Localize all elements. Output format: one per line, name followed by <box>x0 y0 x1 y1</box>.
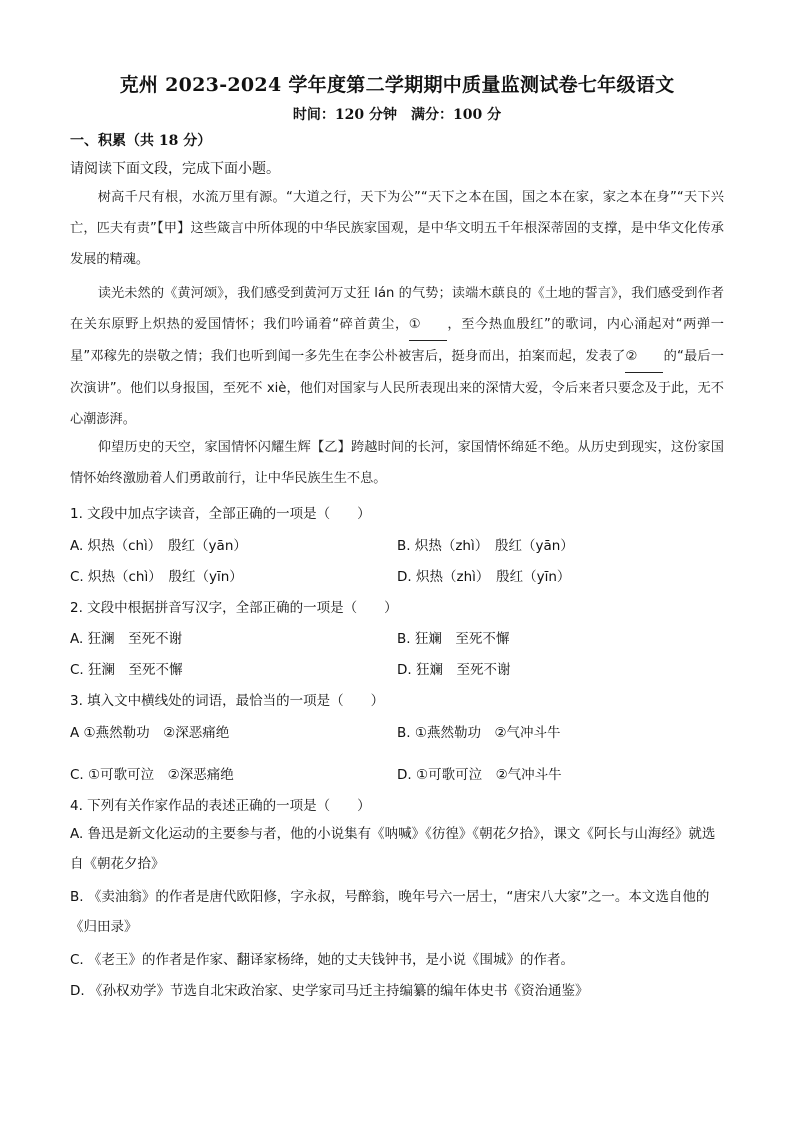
question-3-stem: 3. 填入文中横线处的词语，最恰当的一项是（ ） <box>70 693 385 709</box>
question-3-option-a[interactable]: A ①燕然勒功 ②深恶痛绝 <box>70 725 230 741</box>
question-2-stem: 2. 文段中根据拼音写汉字，全部正确的一项是（ ） <box>70 600 398 616</box>
question-4-option-b[interactable]: B. 《卖油翁》的作者是唐代欧阳修，字永叔，号醉翁，晚年号六一居士，“唐宋八大家”之一。本文选自他的《归田录》 <box>70 889 710 935</box>
question-3-option-d[interactable]: D. ①可歌可泣 ②气冲斗牛 <box>397 767 562 783</box>
question-4-option-a[interactable]: A. 鲁迅是新文化运动的主要参与者，他的小说集有《呐喊》《彷徨》《朝花夕拾》，课文《阿长与山海经》就选自《朝花夕拾》 <box>70 826 716 872</box>
passage-paragraph-1: 树高千尺有根，水流万里有源。“大道之行，天下为公”“天下之本在国，国之本在家，家之本在身”“天下兴亡，匹夫有责”【甲】这些箴言中所体现的中华民族家国观，是中华文明五千年根深蒂固的支撑，是中华文化传承发展的精魂。 <box>70 190 724 267</box>
section-instruction: 请阅读下面文段，完成下面小题。 <box>70 161 280 177</box>
fill-blank-2: ② <box>625 341 663 373</box>
question-2-option-b[interactable]: B. 狂斓 至死不懈 <box>397 631 510 647</box>
question-2-option-c[interactable]: C. 狂澜 至死不懈 <box>70 662 183 678</box>
question-1-option-b[interactable]: B. 炽热（zhì） 殷红（yān） <box>397 538 574 554</box>
question-1-stem: 1. 文段中加点字读音，全部正确的一项是（ ） <box>70 506 371 522</box>
question-4-stem: 4. 下列有关作家作品的表述正确的一项是（ ） <box>70 798 371 814</box>
passage-text: ，至今热血殷红”的歌词，内心涌起对“两弹一星”邓稼先的崇敬之情；我们也听到闻一多先生在李公朴被害后，挺身而出，拍案而起，发表了 <box>70 317 724 364</box>
question-1-option-a[interactable]: A. 炽热（chì） 殷红（yān） <box>70 538 247 554</box>
question-3-option-c[interactable]: C. ①可歌可泣 ②深恶痛绝 <box>70 767 234 783</box>
section-heading: 一、积累（共 18 分） <box>70 133 212 149</box>
question-2-option-d[interactable]: D. 狂斓 至死不谢 <box>397 662 511 678</box>
exam-subtitle: 时间：120 分钟 满分：100 分 <box>292 107 502 123</box>
question-4-option-d[interactable]: D. 《孙权劝学》节选自北宋政治家、史学家司马迁主持编纂的编年体史书《资治通鉴》 <box>70 983 589 999</box>
question-1-option-d[interactable]: D. 炽热（zhì） 殷红（yīn） <box>397 569 571 585</box>
passage-paragraph-3: 仰望历史的天空，家国情怀闪耀生辉【乙】跨越时间的长河，家国情怀绵延不绝。从历史到现实，这份家国情怀始终激励着人们勇敢前行，让中华民族生生不息。 <box>70 440 724 486</box>
question-3-option-b[interactable]: B. ①燕然勒功 ②气冲斗牛 <box>397 725 561 741</box>
passage-text: 读光未然的《黄河颂》，我们感受到黄河万丈狂 lán 的气势；读端木蕻良的《土地的誓言》，我们感受到作者在关东原野上炽热的爱国情怀；我们吟诵着“碎首黄尘， <box>70 286 724 332</box>
fill-blank-1: ① <box>409 309 447 341</box>
question-1-option-c[interactable]: C. 炽热（chì） 殷红（yīn） <box>70 569 243 585</box>
question-2-option-a[interactable]: A. 狂澜 至死不谢 <box>70 631 183 647</box>
passage-paragraph-2 <box>70 278 724 435</box>
passage-text: 的“最后一次演讲”。他们以身报国，至死不 xiè，他们对国家与人民所表现出来的深情大爱，令后来者只要念及于此，无不心潮澎湃。 <box>70 349 724 427</box>
exam-title: 克州 2023-2024 学年度第二学期期中质量监测试卷七年级语文 <box>119 74 675 96</box>
question-4-option-c[interactable]: C. 《老王》的作者是作家、翻译家杨绛，她的丈夫钱钟书，是小说《围城》的作者。 <box>70 952 575 968</box>
